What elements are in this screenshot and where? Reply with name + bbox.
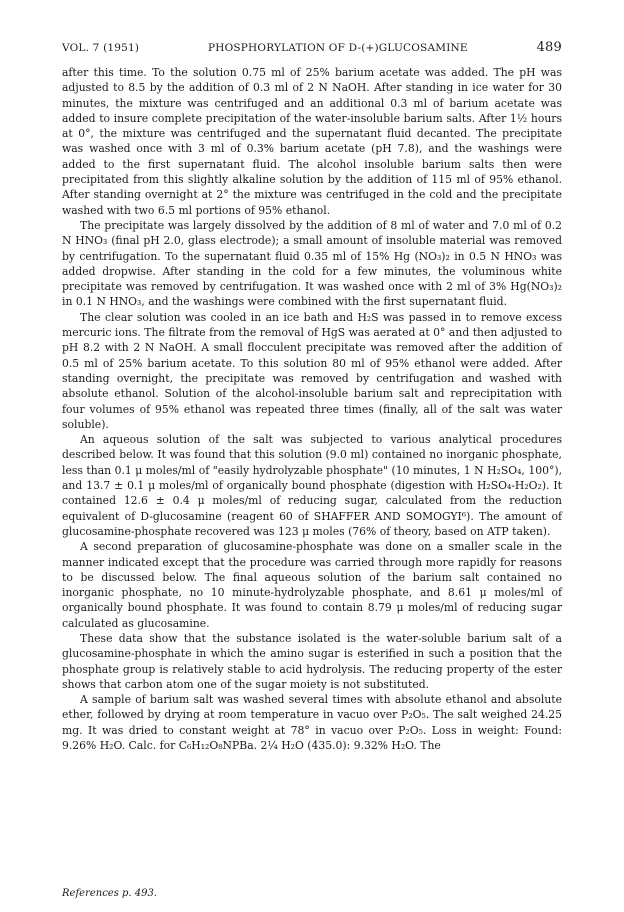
references-note: References p. 493.: [62, 888, 158, 899]
paragraph-6: These data show that the substance isolated is the water-soluble barium salt of a glucosamine-phosphate in which the amino sugar is esterified in such a position that the phosphate group is relatively stable to acid hydrolysis. The reducing property of the ester shows that carbon atom one of the sugar moiety is not substituted.: [62, 631, 562, 691]
body-text: [62, 65, 562, 753]
paragraph-3: The clear solution was cooled in an ice bath and H₂S was passed in to remove excess mercuric ions. The filtrate from the removal of HgS was aerated at 0° and then adjusted to pH 8.2 with 2 N NaOH. A small flocculent precipitate was removed after the addition of 0.5 ml of 25% barium acetate. To this solution 80 ml of 95% ethanol were added. After standing overnight, the precipitate was removed by centrifugation and washed with absolute ethanol. Solution of the alcohol-insoluble barium salt and reprecipitation with four volumes of 95% ethanol was repeated three times (finally, all of the salt was water soluble).: [62, 310, 562, 431]
paragraph-7: A sample of barium salt was washed several times with absolute ethanol and absolute ether, followed by drying at room temperature in vacuo over P₂O₅. The salt weighed 24.25 mg. It was dried to constant weight at 78° in vacuo over P₂O₅. Loss in weight: Found: 9.26% H₂O. Calc. for C₆H₁₂O₈NPBa. 2¼ H₂O (435.0): 9.32% H₂O. The: [62, 693, 562, 753]
running-header: [62, 40, 562, 55]
paragraph-2: The precipitate was largely dissolved by the addition of 8 ml of water and 7.0 ml of 0.2 N HNO₃ (final pH 2.0, glass electrode); a small amount of insoluble material was removed by centrifugation. To the supernatant fluid 0.35 ml of 15% Hg (NO₃)₂ in 0.5 N HNO₃ was added dropwise. After standing in the cold for a few minutes, the voluminous white precipitate was removed by centrifugation. It was washed once with 2 ml of 3% Hg(NO₃)₂ in 0.1 N HNO₃, and the washings were combined with the first supernatant fluid.: [62, 218, 562, 309]
paragraph-1: after this time. To the solution 0.75 ml of 25% barium acetate was added. The pH was adjusted to 8.5 by the addition of 0.3 ml of 2 N NaOH. After standing in ice water for 30 minutes, the mixture was centrifuged and an additional 0.3 ml of barium acetate was added to insure complete precipitation of the water-insoluble barium salts. After 1½ hours at 0°, the mixture was centrifuged and the supernatant fluid decanted. The precipitate was washed once with 3 ml of 0.3% barium acetate (pH 7.8), and the washings were added to the first supernatant fluid. The alcohol insoluble barium salts then were precipitated from this slightly alkaline solution by the addition of 115 ml of 95% ethanol. After standing overnight at 2° the mixture was centrifuged in the cold and the precipitate washed with two 6.5 ml portions of 95% ethanol.: [62, 66, 562, 217]
page: [62, 40, 562, 753]
volume-year: VOL. 7 (1951): [62, 42, 140, 54]
paragraph-4: An aqueous solution of the salt was subjected to various analytical procedures described below. It was found that this solution (9.0 ml) contained no inorganic phosphate, less than 0.1 μ moles/ml of "easily hydrolyzable phosphate" (10 minutes, 1 N H₂SO₄, 100°), and 13.7 ± 0.1 μ moles/ml of organically bound phosphate (digestion with H₂SO₄-H₂O₂). It contained 12.6 ± 0.4 μ moles/ml of reducing sugar, calculated from the reduction equivalent of D-glucosamine (reagent 60 of SHAFFER AND SOMOGYI⁶). The amount of glucosamine-phosphate recovered was 123 μ moles (76% of theory, based on ATP taken).: [62, 433, 562, 538]
running-title: PHOSPHORYLATION OF D-(+)GLUCOSAMINE: [207, 42, 468, 54]
page-number: 489: [536, 40, 562, 55]
paragraph-5: A second preparation of glucosamine-phosphate was done on a smaller scale in the manner indicated except that the procedure was carried through more rapidly for reasons to be discussed below. The final aqueous solution of the barium salt contained no inorganic phosphate, no 10 minute-hydrolyzable phosphate, and 8.61 μ moles/ml of organically bound phosphate. It was found to contain 8.79 μ moles/ml of reducing sugar calculated as glucosamine.: [62, 540, 562, 630]
